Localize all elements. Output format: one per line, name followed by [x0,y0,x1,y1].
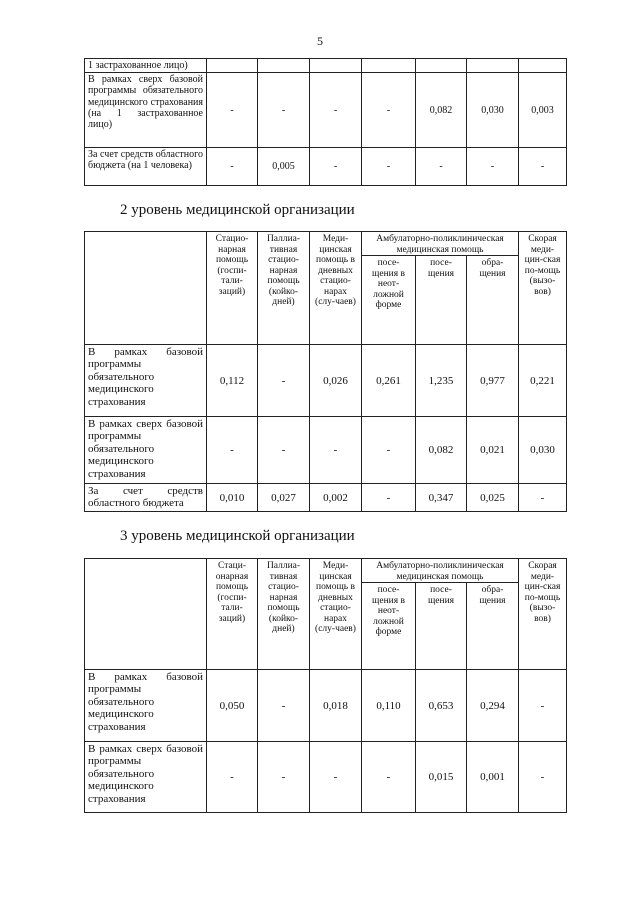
section-3-title: 3 уровень медицинской организации [120,528,355,544]
header-visits: посе-щения [416,583,467,670]
header-day-hospital: Меди-цинская помощь в дневных стацио-нарах (слу-чаев) [310,559,362,670]
row-label: В рамках сверх базовой программы обязательного медицинского страхования [85,742,207,813]
page-number: 5 [317,34,323,48]
row-label: За счет средств областного бюджета (на 1 человека) [85,148,207,186]
header-ambulance: Скорая меди-цин-ская по-мощь (вызо-вов) [519,232,567,345]
header-day-hospital: Меди-цинская помощь в дневных стацио-нарах (слу-чаев) [310,232,362,345]
table-row: В рамках сверх базовой программы обязательного медицинского страхования - - - - 0,015 0,001 - [85,742,567,813]
header-inpatient: Стацио-нарная помощь (госпи-тали-заций) [207,232,258,345]
header-visits: посе-щения [416,256,467,345]
table-row: В рамках сверх базовой программы обязательного медицинского страхования (на 1 застрахованное лицо) - - - - 0,082 0,030 0,003 [85,73,567,148]
header-appeals: обра-щения [467,256,519,345]
header-row [85,232,567,256]
table-row: В рамках базовой программы обязательного медицинского страхования 0,112 - 0,026 0,261 1,235 0,977 0,221 [85,345,567,417]
header-appeals: обра-щения [467,583,519,670]
row-label: За счет средств областного бюджета [85,484,207,512]
header-palliative: Паллиа-тивная стацио-нарная помощь (койко-дней) [258,232,310,345]
table-row: В рамках сверх базовой программы обязательного медицинского страхования - - - - 0,082 0,021 0,030 [85,417,567,484]
section-2-title: 2 уровень медицинской организации [120,202,355,218]
table-row [85,59,567,73]
table-level-3 [84,558,567,813]
header-inpatient: Стаци-онарная помощь (госпи-тали-заций) [207,559,258,670]
header-urgent-visits: посе-щения в неот-ложной форме [362,256,416,345]
header-row [85,559,567,583]
header-empty-cell [85,559,207,670]
row-label: 1 застрахованное лицо) [85,59,207,73]
table-continuation [84,58,567,186]
row-label: В рамках базовой программы обязательного медицинского страхования [85,345,207,417]
row-label: В рамках сверх базовой программы обязательного медицинского страхования (на 1 застрахованное лицо) [85,73,207,148]
header-palliative: Паллиа-тивная стацио-нарная помощь (койко-дней) [258,559,310,670]
header-ambulance: Скорая меди-цин-ская по-мощь (вызо-вов) [519,559,567,670]
row-label: В рамках сверх базовой программы обязательного медицинского страхования [85,417,207,484]
header-urgent-visits: посе-щения в неот-ложной форме [362,583,416,670]
table-row: В рамках базовой программы обязательного медицинского страхования 0,050 - 0,018 0,110 0,653 0,294 - [85,670,567,742]
table-level-2 [84,231,567,512]
table-row: За счет средств областного бюджета (на 1 человека) - 0,005 - - - - - [85,148,567,186]
row-label: В рамках базовой программы обязательного медицинского страхования [85,670,207,742]
table-row: За счет средств областного бюджета 0,010 0,027 0,002 - 0,347 0,025 - [85,484,567,512]
header-empty-cell [85,232,207,345]
header-outpatient-group: Амбулаторно-поликлиническая медицинская помощь [362,232,519,256]
header-outpatient-group: Амбулаторно-поликлиническая медицинская помощь [362,559,519,583]
